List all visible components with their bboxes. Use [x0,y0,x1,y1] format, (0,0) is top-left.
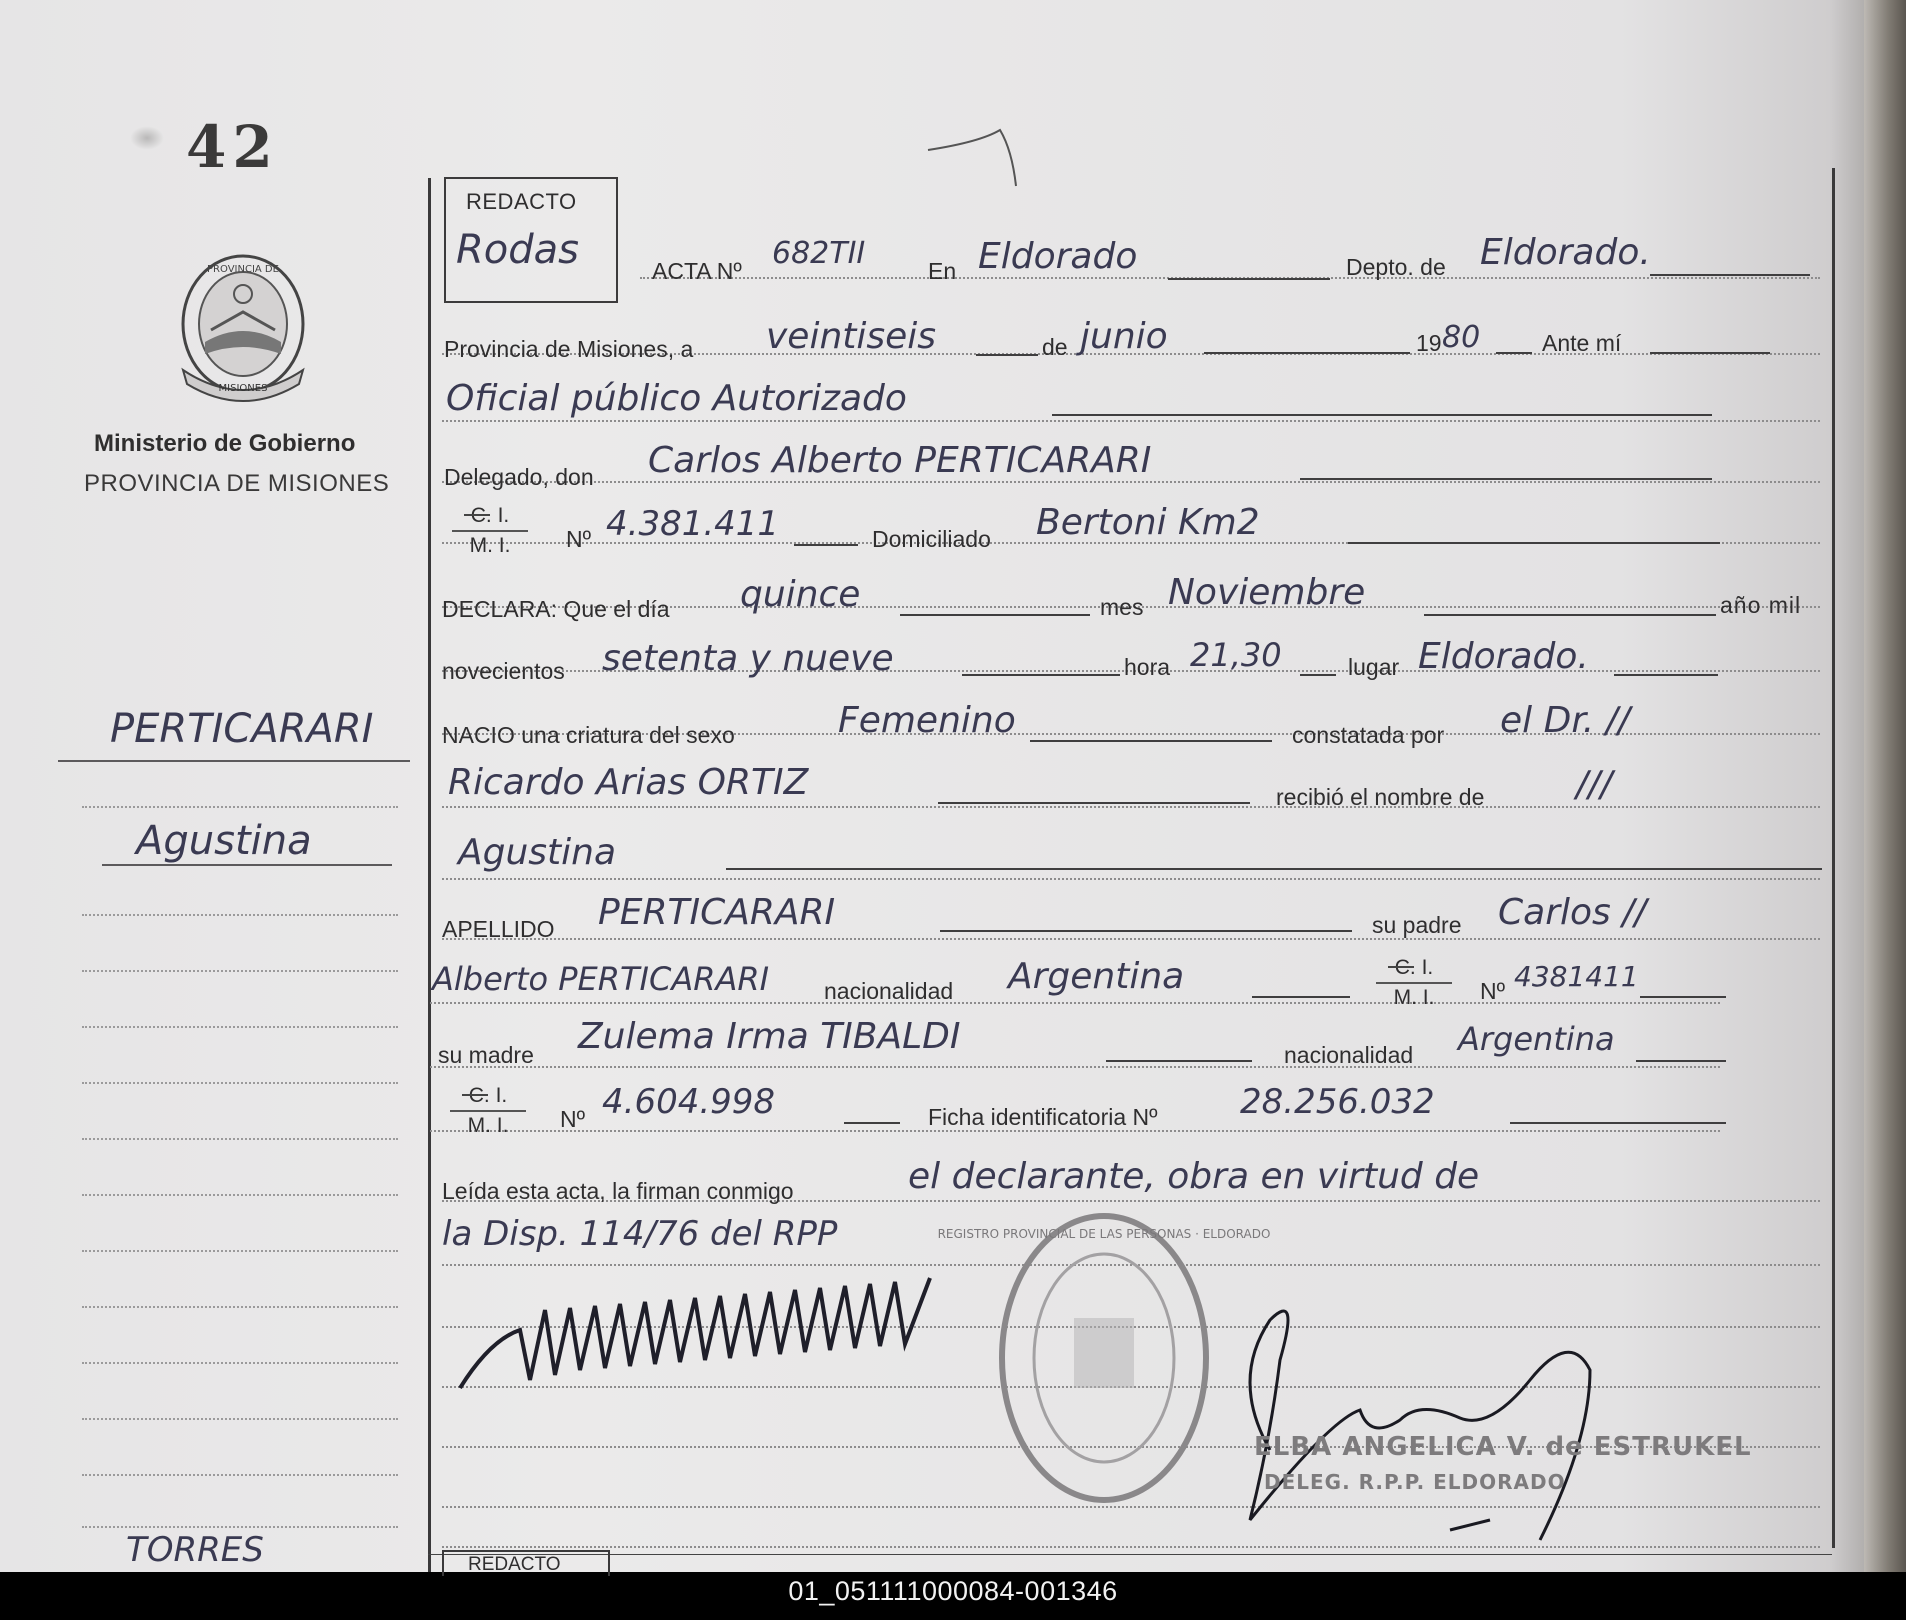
blank-fill [1496,352,1532,354]
round-stamp-text: REGISTRO PROVINCIAL DE LAS PERSONAS · ELDORADO [937,1227,1271,1241]
blank-fill [962,674,1120,676]
image-caption: 01_051111000084-001346 [788,1576,1118,1606]
disp-value: la Disp. 114/76 del RPP [442,1214,838,1254]
nacimiento-dia: quince [740,574,861,615]
depto-value: Eldorado. [1480,232,1651,273]
margin-rule [82,1526,398,1528]
ci-label: C. I. [468,1084,508,1107]
declara-label: DECLARA: Que el día [442,596,670,622]
de-label: de [1042,334,1068,360]
blank-fill [1052,414,1712,416]
round-stamp [937,1208,1271,1518]
blank-fill [1106,1060,1252,1062]
blank-fill [900,614,1090,616]
book-edge [1864,0,1906,1572]
stamp-name: ELBA ANGELICA V. de ESTRUKEL [1254,1432,1752,1462]
ficha-label: Ficha identificatoria Nº [928,1104,1158,1130]
blank-fill [940,930,1352,932]
doc-type-selector [1370,956,1458,1010]
mi-label: M. I. [1393,986,1435,1009]
blank-fill [1300,674,1336,676]
blank-fill [844,1122,900,1124]
leida-label: Leída esta acta, la firman conmigo [442,1178,794,1204]
ficha-value: 28.256.032 [1240,1082,1435,1122]
lugar-value: Eldorado. [1418,636,1589,677]
margin-rule [82,1026,398,1028]
nacionalidad-label: nacionalidad [1284,1042,1414,1068]
provincial-seal-icon [175,250,311,406]
doc-type-selector [444,1084,532,1138]
mes-label: mes [1100,594,1144,620]
blank-fill [1640,996,1726,998]
strike-mark [462,1094,488,1096]
margin-rule [82,1082,398,1084]
margin-next-entry: TORRES [126,1530,264,1570]
depto-label: Depto. de [1346,254,1446,280]
margin-surname: PERTICARARI [110,706,374,752]
stamp-title: DELEG. R.P.P. ELDORADO [1264,1470,1566,1494]
blank-fill [1424,614,1716,616]
form-left-border [428,178,431,1572]
leida-value: el declarante, obra en virtud de [908,1156,1480,1197]
ink-smudge [130,126,164,150]
margin-rule [82,1418,398,1420]
margin-rule [58,760,410,762]
nacimiento-anio: setenta y nueve [602,638,894,679]
margin-rule [82,1362,398,1364]
seal-top-text: PROVINCIA DE [207,264,279,275]
nacimiento-mes: Noviembre [1168,572,1366,613]
margin-rule [82,970,398,972]
blank-fill [1510,1122,1726,1124]
constatada-value: el Dr. // [1500,700,1630,741]
padre-cont: Alberto PERTICARARI [432,960,769,998]
numero-label: Nº [1480,978,1506,1004]
oficial-value: Oficial público Autorizado [446,378,907,419]
en-label: En [928,258,957,284]
blank-fill [1650,274,1810,276]
apellido-label: APELLIDO [442,916,555,942]
blank-fill [726,868,1822,870]
nombre-value: Agustina [458,832,617,873]
form-right-border [1832,168,1835,1548]
margin-rule [82,1306,398,1308]
declarant-signature [450,1270,950,1400]
novecientos-label: novecientos [442,658,565,684]
blank-fill [976,354,1038,356]
strike-mark [1388,966,1414,968]
year-value: 80 [1442,320,1481,355]
doc-divider [450,1110,526,1112]
blank-fill [1300,478,1712,480]
ante-label: Ante mí [1542,330,1622,356]
official-signature [1210,1300,1630,1560]
ci-label: C. I. [1394,956,1434,979]
blank-fill [1204,352,1410,354]
sexo-value: Femenino [838,700,1016,741]
mi-label: M. I. [467,1114,509,1137]
recibio-value: /// [1576,764,1613,805]
anio-label: año mil [1720,592,1802,618]
domicilio-value: Bertoni Km2 [1036,502,1260,543]
padre-nacionalidad: Argentina [1008,956,1185,997]
next-redacto-box [442,1550,610,1576]
lugar-label: lugar [1348,654,1400,680]
hora-label: hora [1124,654,1171,680]
form-line [442,838,1820,880]
redacto-value: Rodas [456,227,580,273]
pen-mark [920,122,1020,202]
nacionalidad-label: nacionalidad [824,978,954,1004]
doc-divider [1376,982,1452,984]
madre-value: Zulema Irma TIBALDI [578,1016,961,1057]
blank-fill [1636,1060,1726,1062]
blank-fill [794,544,858,546]
padre-label: su padre [1372,912,1462,938]
blank-fill [1030,740,1272,742]
blank-fill [1614,674,1718,676]
mi-label: M. I. [469,534,511,557]
numero-label: Nº [566,526,592,552]
delegado-doc-number: 4.381.411 [606,504,780,544]
hora-value: 21,30 [1190,636,1282,674]
margin-rule [82,1138,398,1140]
folio-number: 42 [186,113,279,181]
acta-label: ACTA Nº [652,258,742,284]
constatada-label: constatada por [1292,722,1445,748]
padre-doc-number: 4381411 [1514,960,1639,993]
next-redacto-label: REDACTO [468,1554,561,1575]
fecha-dia: veintiseis [766,316,937,357]
padre-value: Carlos // [1498,892,1647,933]
numero-label: Nº [560,1106,586,1132]
blank-fill [1168,278,1330,280]
delegado-label: Delegado, don [444,464,594,490]
provincia-label: Provincia de Misiones, a [444,336,694,362]
delegado-value: Carlos Alberto PERTICARARI [648,440,1152,481]
blank-fill [1650,352,1770,354]
apellido-value: PERTICARARI [598,892,836,933]
blank-fill [1252,996,1350,998]
blank-fill [1348,542,1720,544]
recibio-label: recibió el nombre de [1276,784,1485,810]
ministry-title: Ministerio de Gobierno [94,430,356,457]
madre-label: su madre [438,1042,534,1068]
fecha-mes: junio [1080,316,1168,357]
nacio-label: NACIO una criatura del sexo [442,722,735,748]
doctor-value: Ricardo Arias ORTIZ [448,762,809,803]
ci-label: C. I. [470,504,510,527]
madre-nacionalidad: Argentina [1458,1020,1615,1058]
redacto-box [444,177,618,303]
margin-rule [82,806,398,808]
domicilio-label: Domiciliado [872,526,991,552]
margin-rule [82,1474,398,1476]
margin-rule [82,1194,398,1196]
seal-bottom-text: MISIONES [218,383,268,394]
margin-rule [82,914,398,916]
blank-fill [938,802,1250,804]
strike-mark [464,514,490,516]
margin-rule [102,864,392,866]
madre-doc-number: 4.604.998 [602,1082,776,1122]
doc-divider [452,530,528,532]
redacto-label: REDACTO [466,189,577,214]
en-value: Eldorado [978,236,1138,277]
doc-type-selector [446,504,534,558]
margin-given-name: Agustina [136,818,312,864]
year-prefix: 19 [1416,330,1442,356]
acta-value: 682TII [772,236,866,271]
province-title: PROVINCIA DE MISIONES [84,470,390,497]
margin-rule [82,1250,398,1252]
